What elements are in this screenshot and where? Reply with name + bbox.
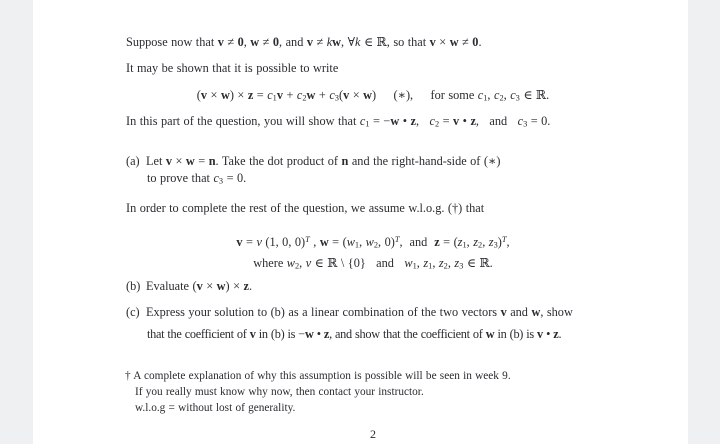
footnote-line1: † A complete explanation of why this assumption is possible will be seen in week 9. [125,370,511,382]
page-number: 2 [370,427,376,441]
display-wlog-line2: where w2, v ∈ ℝ \ {0} and w1, z1, z2, z3 ∈ ℝ. [253,256,493,271]
paragraph-in-order: In order to complete the rest of the question, we assume w.l.o.g. (†) that [126,201,485,215]
item-c-line1: Express your solution to (b) as a linear combination of the two vectors v and w, show [146,305,573,319]
footnote-line3: w.l.o.g = without lost of generality. [135,402,296,414]
item-a-line1: Let v × w = n. Take the dot product of n and the right-hand-side of (∗) [146,154,501,168]
paragraph-suppose: Suppose now that v ≠ 0, w ≠ 0, and v ≠ kw, ∀k ∈ ℝ, so that v × w ≠ 0. [126,35,482,49]
paragraph-in-this-part: In this part of the question, you will show that c1 = −w • z, c2 = v • z, and c3 = 0. [126,114,551,129]
paragraph-it-may: It may be shown that it is possible to write [126,61,339,75]
item-b-label: (b) [126,279,141,293]
item-a-label: (a) [126,154,140,168]
item-b-line1: Evaluate (v × w) × z. [146,279,253,293]
item-c-label: (c) [126,305,140,319]
display-wlog-line1: v = v (1, 0, 0)$^T$ , w = (w1, w2, 0)$^T$, and z = (z1, z2, z3)$^T$, [236,235,510,250]
item-a-line2: to prove that c3 = 0. [147,171,247,186]
item-c-line2: that the coefficient of v in (b) is −w • z, and show that the coefficient of w in (b) is v • z. [147,327,562,341]
footnote-line2: If you really must know why now, then contact your instructor. [135,386,424,398]
display-equation-star: (v × w) × z = c1v + c2w + c3(v × w) (∗), for some c1, c2, c3 ∈ ℝ. [196,88,550,103]
